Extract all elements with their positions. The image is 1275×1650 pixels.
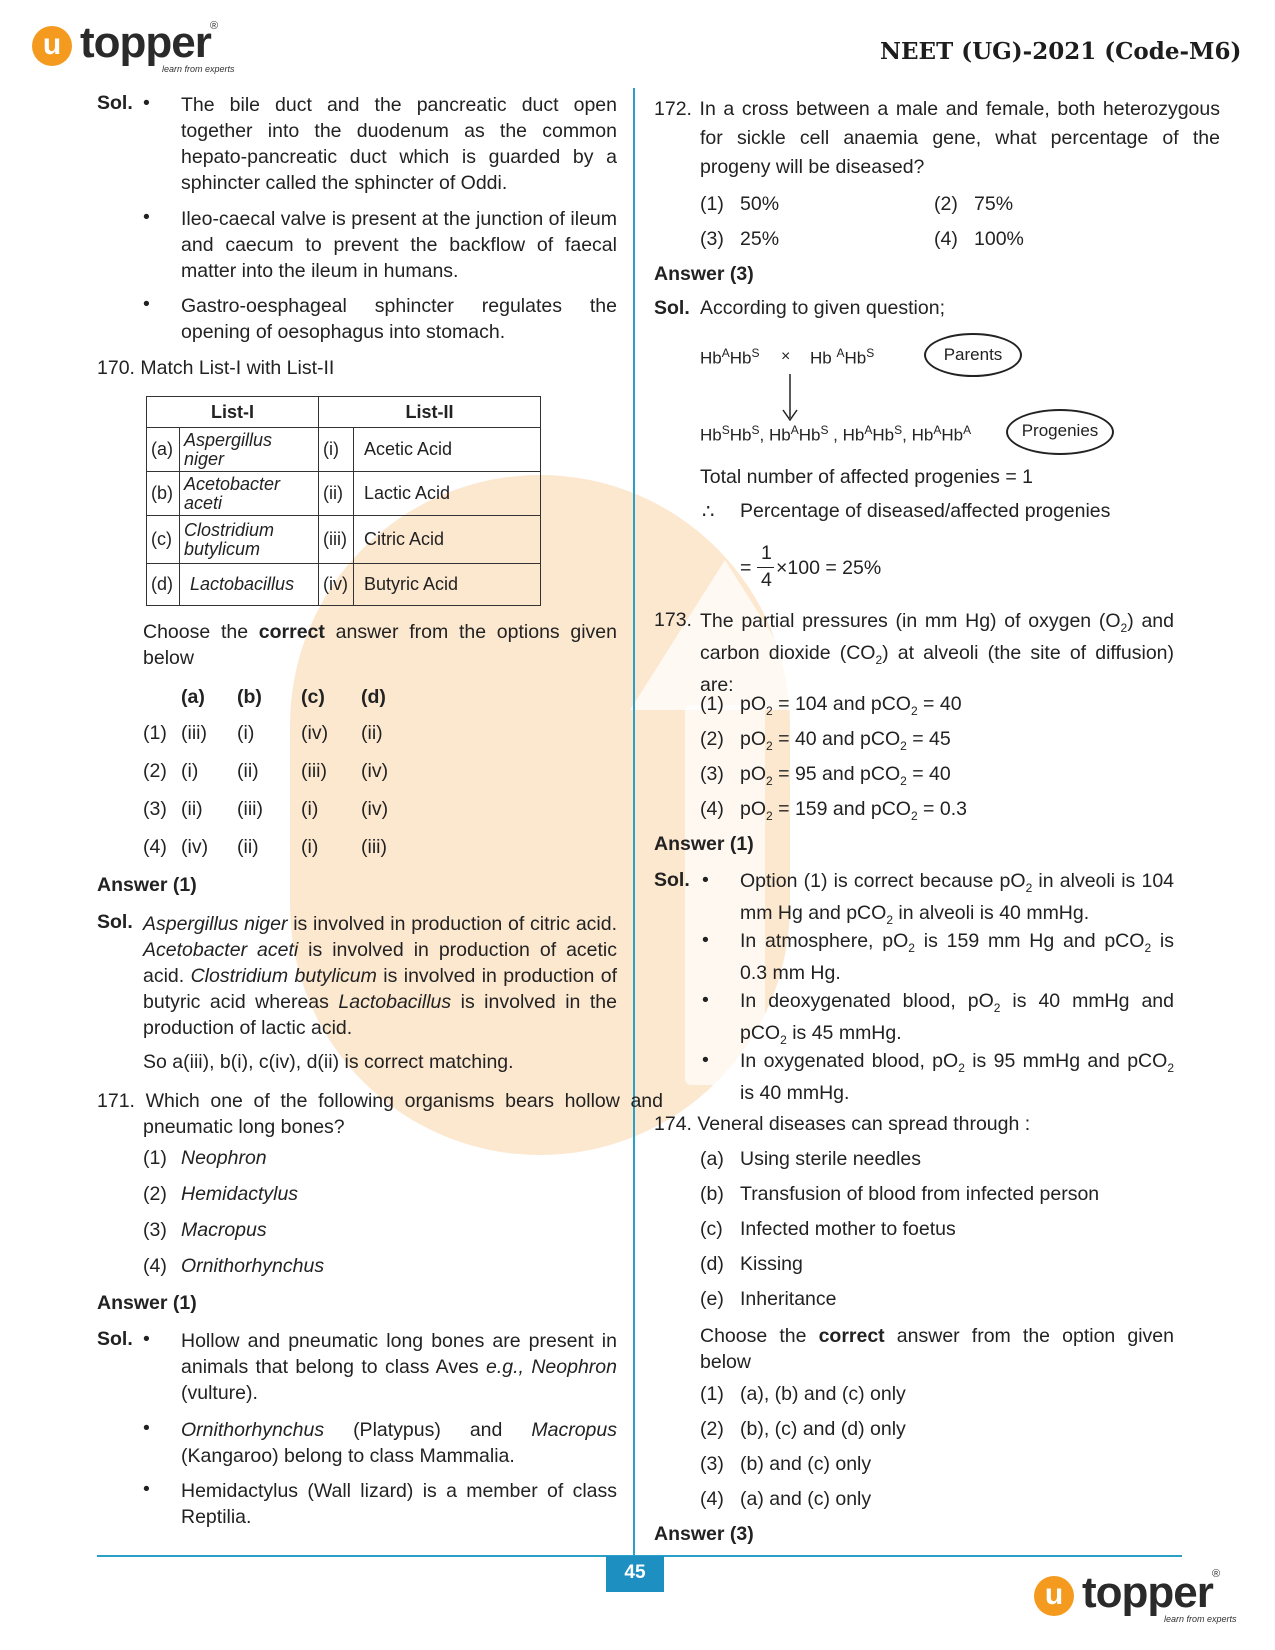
text: is involved in production of citric acid. — [287, 913, 618, 935]
option-number: (2) — [934, 193, 958, 215]
sol-label: Sol. — [97, 911, 133, 933]
po2-value: 104 — [794, 693, 828, 715]
table-cell: (c) — [147, 516, 180, 564]
option-value: (ii) — [361, 722, 383, 744]
exam-title: NEET (UG)-2021 (Code-M6) — [880, 38, 1242, 65]
option-text: $pO_2 = 40$ and pCO$_2$ = 45 — [740, 728, 951, 753]
cross-symbol: × — [781, 348, 791, 365]
table-cell: (b) — [147, 472, 180, 516]
option-value: (ii) — [181, 798, 203, 820]
q171-sol-bullet-3: Hemidactylus (Wall lizard) is a member of class Reptilia. — [181, 1480, 617, 1528]
option-text: 50% — [740, 193, 780, 215]
item-text: Inheritance — [740, 1288, 837, 1310]
subscript: 2 — [780, 1032, 787, 1047]
subscript: 2 — [1144, 940, 1152, 955]
subscript: 2 — [908, 940, 915, 955]
option-text: (a), (b) and (c) only — [740, 1383, 906, 1405]
option-value: (i) — [301, 798, 319, 820]
option-text: 25% — [740, 228, 780, 250]
option-number: (4) — [700, 798, 724, 820]
bullet: • — [143, 92, 150, 114]
table-cell: (i) — [319, 428, 354, 472]
species-name: Neophron — [531, 1356, 617, 1378]
topper-logo-icon: u — [32, 26, 72, 66]
table-cell: (ii) — [319, 472, 354, 516]
sol169-bullet-1: The bile duct and the pancreatic duct open together into the duodenum as the common hepato-pancreatic duct which is guarded by a sphincter called the sphincter of Oddi. — [181, 94, 617, 194]
progeny-genotypes: $Hb^SHb^S$, $Hb^AHb^S$ , $Hb^AHb^S$, $Hb^AHb^A$ — [700, 423, 972, 445]
subscript: 2 — [1025, 880, 1033, 895]
therefore-symbol: ∴ — [702, 501, 715, 523]
frac-bar — [757, 567, 774, 568]
species-name: Aspergillus niger — [143, 913, 288, 935]
item-text: Using sterile needles — [740, 1148, 922, 1170]
table-cell: Clostridium butylicum — [180, 516, 319, 564]
q170-answer: Answer (1) — [97, 874, 197, 896]
option-text: 75% — [974, 193, 1014, 215]
frac-numerator: 1 — [761, 542, 772, 564]
species-name: Clostridium butylicum — [190, 965, 377, 987]
item-text: Transfusion of blood from infected person — [740, 1183, 1100, 1205]
q171-sol-bullet-1 — [181, 1328, 617, 1406]
option-value: (iv) — [301, 722, 329, 744]
text: Option (1) is correct because pO — [740, 870, 1026, 892]
option-text: (b), (c) and (d) only — [740, 1418, 906, 1440]
species-name: Macropus — [531, 1419, 617, 1441]
option-text: (b) and (c) only — [740, 1453, 872, 1475]
text: Hollow and pneumatic long bones are present in animals that belong to class Aves — [181, 1330, 617, 1378]
pco2-value: 40 — [929, 763, 951, 785]
q174-choose — [700, 1323, 1174, 1375]
option-number: (3) — [700, 1453, 724, 1475]
table-cell: (d) — [147, 564, 180, 606]
down-arrow-icon — [780, 374, 800, 424]
table-cell: Lactobacillus — [180, 564, 319, 606]
bullet: • — [143, 206, 150, 228]
text: In oxygenated blood, pO — [740, 1050, 959, 1072]
table-cell: Acetic Acid — [354, 428, 541, 472]
table-cell: Citric Acid — [354, 516, 541, 564]
option-text: $pO_2 = 104$ and pCO$_2$ = 40 — [740, 693, 962, 718]
table-cell: Aspergillus niger — [180, 428, 319, 472]
option-value: (iv) — [361, 798, 389, 820]
option-text: (a) and (c) only — [740, 1488, 872, 1510]
text: In atmosphere, pO — [740, 930, 909, 952]
table-cell: (iv) — [319, 564, 354, 606]
subscript: 2 — [993, 1000, 1001, 1015]
topper-logo-icon: u — [1034, 1576, 1074, 1616]
q172-stem: 172. In a cross between a male and female, both heterozygous for sickle cell anaemia gene, what percentage of the progeny will be diseased? — [654, 98, 1220, 178]
option-number: (1) — [700, 193, 724, 215]
q173-sol-bullet-4 — [740, 1049, 1174, 1106]
pco2-value: 45 — [929, 728, 951, 750]
q173-sol-bullet-2 — [740, 929, 1174, 986]
q171-sol-bullet-2 — [181, 1417, 617, 1469]
sol-label: Sol. — [654, 297, 690, 319]
text: is 0.3 mm Hg. — [740, 930, 1175, 984]
text: Choose the — [700, 1325, 819, 1347]
option-value: (iii) — [181, 722, 207, 744]
q172-sol-text: According to given question; — [700, 297, 945, 319]
option-number: (1) — [700, 1383, 724, 1405]
table-cell: Acetobacter aceti — [180, 472, 319, 516]
parent-genotype-2: Hb $^AHb^S$ — [810, 346, 875, 368]
table-cell: Lactic Acid — [354, 472, 541, 516]
option-text: Hemidactylus — [181, 1183, 299, 1205]
option-value: (ii) — [237, 760, 259, 782]
bullet: • — [143, 1328, 150, 1350]
option-value: (i) — [237, 722, 255, 744]
text: answer from the option given below — [700, 1325, 1174, 1373]
q173-num: 173. — [654, 609, 692, 631]
q172-total: Total number of affected progenies = 1 — [700, 466, 1033, 488]
text: is involved in production of butyric acid whereas — [143, 965, 617, 1013]
option-text: Macropus — [181, 1219, 267, 1241]
option-text: Ornithorhynchus — [181, 1255, 325, 1277]
pco2-value: 0.3 — [939, 798, 967, 820]
option-number: (4) — [934, 228, 958, 250]
match-table — [146, 396, 541, 606]
option-text: $pO_2 = 159$ and pCO$_2$ = 0.3 — [740, 798, 967, 823]
eg: e.g., — [486, 1356, 524, 1378]
q174-answer: Answer (3) — [654, 1523, 754, 1545]
q171-answer: Answer (1) — [97, 1292, 197, 1314]
option-number: (1) — [143, 1147, 167, 1169]
col-header-d: (d) — [361, 686, 386, 708]
q174-stem: 174. Veneral diseases can spread through : — [654, 1113, 1031, 1135]
logo-tagline: learn from experts — [162, 64, 235, 74]
text: ) at alveoli (the site of diffusion) are: — [700, 641, 1175, 696]
po2-value: 40 — [794, 728, 817, 750]
item-number: (e) — [700, 1288, 724, 1310]
q170-choose — [143, 619, 617, 671]
subscript: 2 — [1120, 620, 1128, 635]
frac-denominator: 4 — [761, 569, 772, 591]
text: is involved in production of acetic acid. — [143, 939, 618, 987]
frac-equals: = — [740, 557, 752, 579]
text: is involved in the production of lactic acid. — [143, 991, 617, 1039]
po2-value: 95 — [794, 763, 817, 785]
text: ) and carbon dioxide (CO — [700, 610, 1174, 664]
frac-result: ×100 = 25% — [776, 557, 882, 579]
species-name: Acetobacter aceti — [143, 939, 299, 961]
sol-label: Sol. — [654, 869, 690, 891]
option-value: (i) — [301, 836, 319, 858]
option-number: (3) — [143, 1219, 167, 1241]
item-number: (a) — [700, 1148, 724, 1170]
option-number: (4) — [143, 836, 167, 858]
q172-answer: Answer (3) — [654, 263, 754, 285]
page-number: 45 — [606, 1556, 664, 1592]
logo-registered: ® — [1212, 1568, 1221, 1580]
text: (Platypus) and — [324, 1419, 532, 1441]
item-number: (d) — [700, 1253, 724, 1275]
text: (vulture). — [181, 1382, 258, 1404]
option-value: (iv) — [361, 760, 389, 782]
text: in alveoli is 104 mm Hg and pCO — [740, 870, 1175, 924]
column-divider — [633, 88, 635, 1558]
table-cell: (a) — [147, 428, 180, 472]
option-number: (3) — [700, 228, 724, 250]
option-number: (2) — [700, 1418, 724, 1440]
item-number: (c) — [700, 1218, 723, 1240]
option-number: (2) — [143, 760, 167, 782]
parent-genotype-1: $Hb^AHb^S$ — [700, 346, 760, 368]
option-value: (i) — [181, 760, 199, 782]
list1-header: List-I — [147, 397, 319, 428]
text: in alveoli is 40 mmHg. — [893, 901, 1090, 924]
text: Choose the — [143, 621, 259, 643]
bold-correct: correct — [818, 1325, 885, 1347]
option-number: (1) — [700, 693, 724, 715]
q170-solution — [143, 911, 617, 1041]
option-number: (4) — [700, 1488, 724, 1510]
text: is 40 mmHg and pCO — [740, 990, 1174, 1044]
bullet: • — [143, 1417, 150, 1439]
q170-stem: 170. Match List-I with List-II — [97, 357, 335, 379]
item-number: (b) — [700, 1183, 724, 1205]
item-text: Kissing — [740, 1253, 803, 1275]
topper-logo-text: topper — [1082, 1568, 1213, 1617]
col-header-a: (a) — [181, 686, 205, 708]
option-value: (iii) — [361, 836, 387, 858]
item-text: Infected mother to foetus — [740, 1218, 956, 1240]
list2-header: List-II — [319, 397, 541, 428]
bullet: • — [702, 929, 709, 951]
bullet: • — [143, 293, 150, 315]
option-number: (4) — [143, 1255, 167, 1277]
subscript: 2 — [875, 652, 883, 667]
option-number: (3) — [143, 798, 167, 820]
option-text: $pO_2 = 95$ and pCO$_2$ = 40 — [740, 763, 951, 788]
q170-sol-match: So a(iii), b(i), c(iv), d(ii) is correct matching. — [143, 1051, 514, 1073]
option-value: (ii) — [237, 836, 259, 858]
text: answer from the options given below — [143, 621, 618, 669]
text: (Kangaroo) belong to class Mammalia. — [181, 1445, 515, 1467]
option-number: (2) — [700, 728, 724, 750]
option-value: (iii) — [237, 798, 263, 820]
q172-percentage: Percentage of diseased/affected progenies — [740, 500, 1111, 522]
option-text: 100% — [974, 228, 1024, 250]
q173-sol-bullet-3 — [740, 989, 1174, 1053]
sol-label: Sol. — [97, 1328, 133, 1350]
table-cell: (iii) — [319, 516, 354, 564]
sol169-bullet-3: Gastro-oesphageal sphincter regulates the opening of oesophagus into stomach. — [181, 295, 617, 343]
option-number: (2) — [143, 1183, 167, 1205]
option-number: (1) — [143, 722, 167, 744]
progenies-label: Progenies — [1006, 409, 1114, 455]
sol169-bullet-2: Ileo-caecal valve is present at the junction of ileum and caecum to prevent the backflow of faecal matter into the ileum in humans. — [181, 208, 617, 282]
bullet: • — [143, 1478, 150, 1500]
q173-sol-bullet-1 — [740, 869, 1174, 933]
option-value: (iii) — [301, 760, 327, 782]
q171-stem: 171. Which one of the following organisms bears hollow and pneumatic long bones? — [97, 1090, 663, 1138]
subscript: 2 — [958, 1060, 965, 1075]
subscript: 2 — [886, 912, 893, 927]
bullet: • — [702, 1049, 709, 1071]
text: is 95 mmHg and pCO — [964, 1050, 1168, 1072]
option-text: Neophron — [181, 1147, 267, 1169]
parents-label: Parents — [924, 333, 1022, 377]
text: is 159 mm Hg and pCO — [914, 930, 1145, 952]
col-header-b: (b) — [237, 686, 262, 708]
subscript: 2 — [1167, 1060, 1174, 1075]
option-value: (iv) — [181, 836, 209, 858]
logo-registered: ® — [210, 20, 219, 32]
col-header-c: (c) — [301, 686, 325, 708]
text: is 45 mmHg. — [786, 1021, 902, 1044]
species-name: Ornithorhynchus — [181, 1419, 325, 1441]
po2-value: 159 — [794, 798, 828, 820]
pco2-value: 40 — [939, 693, 962, 715]
text: In deoxygenated blood, pO — [740, 990, 994, 1012]
bullet: • — [702, 869, 709, 891]
bold-correct: correct — [258, 621, 325, 643]
table-cell: Butyric Acid — [354, 564, 541, 606]
logo-tagline: learn from experts — [1164, 1614, 1237, 1624]
sol-label: Sol. — [97, 92, 133, 114]
text: The partial pressures (in mm Hg) of oxygen (O — [700, 610, 1121, 632]
bullet: • — [702, 989, 709, 1011]
text: is 40 mmHg. — [740, 1081, 850, 1104]
species-name: Lactobacillus — [338, 991, 452, 1013]
topper-logo-text: topper — [80, 18, 211, 67]
option-number: (3) — [700, 763, 724, 785]
q173-answer: Answer (1) — [654, 833, 754, 855]
q173-stem — [700, 609, 1174, 698]
